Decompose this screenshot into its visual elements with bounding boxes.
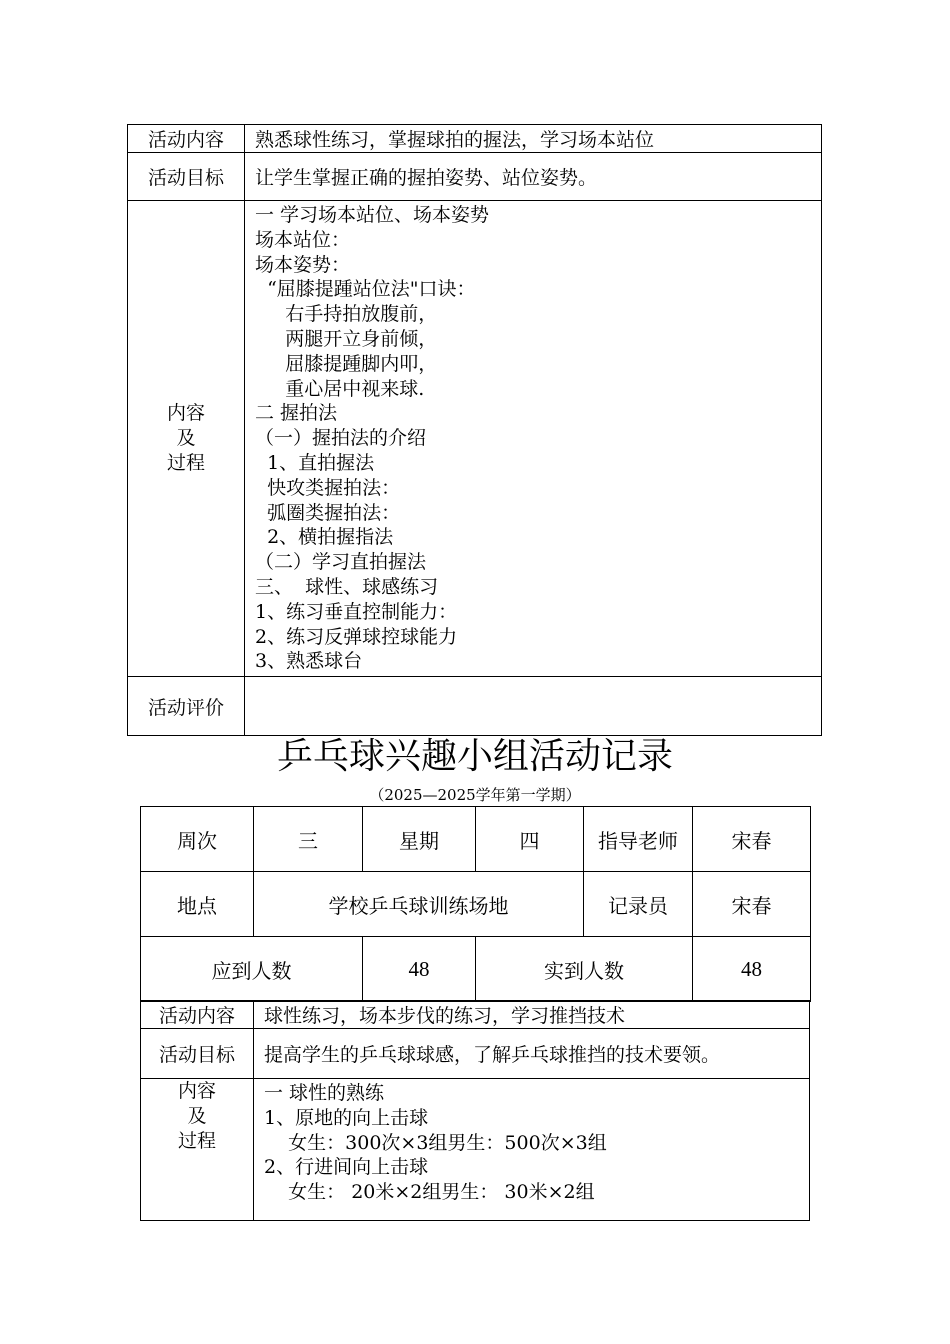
weekday-value: 四 bbox=[476, 807, 584, 872]
expected-count-label: 应到人数 bbox=[141, 937, 363, 1002]
process-line: 两腿开立身前倾， bbox=[255, 327, 438, 350]
process-line: 一 学习场本站位、场本姿势 bbox=[255, 204, 490, 226]
process-line: 2、练习反弹球控球能力 bbox=[255, 625, 458, 648]
process-line: 场本站位： bbox=[255, 228, 351, 251]
process-label-line: 内容 bbox=[177, 1080, 216, 1102]
process-line: 2、行进间向上击球 bbox=[264, 1156, 429, 1179]
process-line: 右手持拍放腹前， bbox=[255, 303, 438, 326]
process-label bbox=[128, 201, 245, 677]
activity-goal-label: 活动目标 bbox=[141, 1029, 254, 1079]
teacher-value: 宋春 bbox=[693, 807, 811, 872]
page-title: 乒乓球兴趣小组活动记录 bbox=[276, 736, 673, 777]
expected-count-value: 48 bbox=[363, 937, 476, 1002]
process-line: 1、直拍握法 bbox=[255, 451, 375, 474]
actual-count-label: 实到人数 bbox=[476, 937, 693, 1002]
record-table-1 bbox=[127, 124, 822, 736]
activity-content-value: 球性练习，场本步伐的练习，学习推挡技术 bbox=[254, 1001, 810, 1029]
process-label-line: 内容 bbox=[166, 402, 205, 425]
weekday-label: 星期 bbox=[363, 807, 476, 872]
process-line: 屈膝提踵脚内叩， bbox=[255, 352, 438, 375]
activity-goal-value: 提高学生的乒乓球球感，了解乒乓球推挡的技术要领。 bbox=[254, 1029, 810, 1079]
teacher-label: 指导老师 bbox=[584, 807, 693, 872]
process-line: 快攻类握拍法： bbox=[255, 476, 401, 499]
process-line: 1、原地的向上击球 bbox=[264, 1106, 429, 1129]
activity-goal-label: 活动目标 bbox=[128, 153, 245, 201]
actual-count-value: 48 bbox=[693, 937, 811, 1002]
process-line: 弧圈类握拍法： bbox=[255, 501, 401, 524]
process-line: 重心居中视来球. bbox=[255, 377, 425, 400]
process-line: “屈膝提踵站位法"口诀： bbox=[255, 278, 476, 301]
process-label bbox=[141, 1079, 254, 1221]
place-label: 地点 bbox=[141, 872, 254, 937]
process-label-line: 过程 bbox=[177, 1130, 216, 1152]
record-table-2 bbox=[140, 1000, 810, 1221]
process-line: 场本姿势： bbox=[255, 253, 351, 276]
process-line: （二）学习直拍握法 bbox=[255, 551, 427, 574]
process-line: （一）握拍法的介绍 bbox=[255, 427, 427, 450]
record-header-table bbox=[140, 806, 811, 1002]
recorder-label: 记录员 bbox=[584, 872, 693, 937]
process-content bbox=[245, 201, 822, 677]
process-line: 一 球性的熟练 bbox=[264, 1082, 385, 1104]
process-line: 2、横拍握指法 bbox=[255, 526, 394, 549]
process-content bbox=[254, 1079, 810, 1221]
recorder-value: 宋春 bbox=[693, 872, 811, 937]
process-line: 女生： 20米×2组男生： 30米×2组 bbox=[264, 1181, 595, 1204]
activity-content-label: 活动内容 bbox=[141, 1001, 254, 1029]
process-label-line: 及 bbox=[187, 1105, 207, 1127]
week-value: 三 bbox=[254, 807, 363, 872]
evaluation-label: 活动评价 bbox=[128, 677, 245, 736]
process-line: 二 握拍法 bbox=[255, 402, 338, 425]
process-label-line: 过程 bbox=[166, 452, 205, 475]
process-label-line: 及 bbox=[176, 427, 196, 450]
process-line: 女生：300次×3组男生：500次×3组 bbox=[264, 1131, 607, 1154]
process-line: 三、 球性、球感练习 bbox=[255, 575, 439, 598]
week-label: 周次 bbox=[141, 807, 254, 872]
process-line: 3、熟悉球台 bbox=[255, 650, 363, 673]
activity-goal-value: 让学生掌握正确的握拍姿势、站位姿势。 bbox=[245, 153, 822, 201]
activity-content-value: 熟悉球性练习，掌握球拍的握法，学习场本站位 bbox=[245, 125, 822, 153]
page-subtitle: （2025—2025学年第一学期） bbox=[369, 786, 581, 804]
activity-content-label: 活动内容 bbox=[128, 125, 245, 153]
evaluation-value bbox=[245, 677, 822, 736]
place-value: 学校乒乓球训练场地 bbox=[254, 872, 584, 937]
process-line: 1、练习垂直控制能力： bbox=[255, 600, 458, 623]
